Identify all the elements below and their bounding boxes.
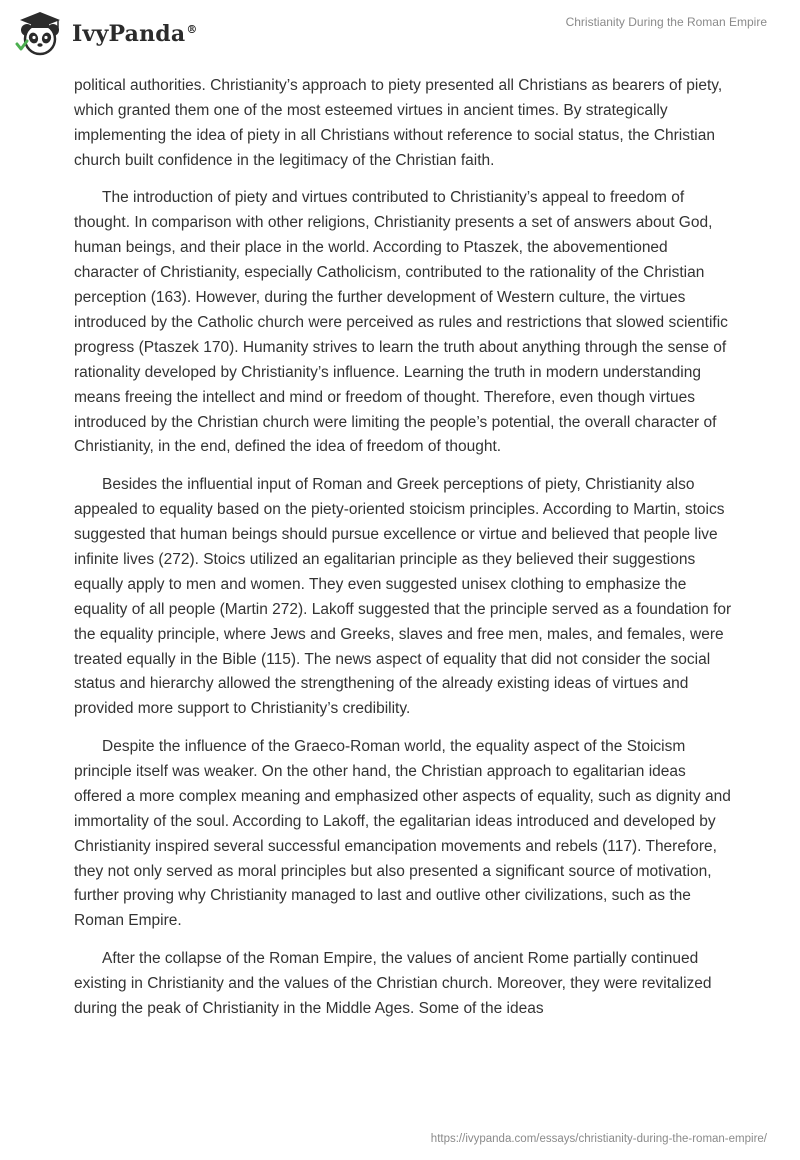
essay-body <box>74 74 734 1035</box>
paragraph-5: After the collapse of the Roman Empire, the values of ancient Rome partially continued existing in Christianity and the values of the Christian church. Moreover, they were revitalized during the peak of Christianity in the Middle Ages. Some of the ideas <box>74 950 712 1017</box>
paragraph-4: Despite the influence of the Graeco-Roman world, the equality aspect of the Stoicism principle itself was weaker. On the other hand, the Christian approach to egalitarian ideas offered a more complex meaning and emphasized other aspects of equality, such as dignity and immortality of the soul. According to Lakoff, the egalitarian ideas introduced and developed by Christianity inspired several successful emancipation movements and rebels (117). Therefore, they not only served as moral principles but also presented a significant source of motivation, further proving why Christianity managed to last and outlive other civilizations, such as the Roman Empire. <box>74 738 731 930</box>
source-url-link[interactable]: https://ivypanda.com/essays/christianity-during-the-roman-empire/ <box>430 1133 767 1145</box>
paragraph-2: The introduction of piety and virtues contributed to Christianity’s appeal to freedom of thought. In comparison with other religions, Christianity presents a set of answers about God, human beings, and their place in the world. According to Ptaszek, the abovementioned character of Christianity, especially Catholicism, contributed to the rationality of the Christian perception (163). However, during the further development of Western culture, the virtues introduced by the Catholic church were perceived as rules and restrictions that slowed scientific progress (Ptaszek 170). Humanity strives to learn the truth about anything through the sense of rationality developed by Christianity’s influence. Learning the truth in modern understanding means freeing the intellect and mind or freedom of thought. Therefore, even though virtues introduced by the Christian church were limiting the people’s potential, the overall character of Christianity, in the end, defined the idea of freedom of thought. <box>74 189 728 456</box>
brand-name: IvyPanda® <box>72 21 198 47</box>
document-title: Christianity During the Roman Empire <box>565 15 767 29</box>
paragraph-1: political authorities. Christianity’s approach to piety presented all Christians as bearers of piety, which granted them one of the most esteemed virtues in ancient times. By strategically implementing the idea of piety in all Christians without reference to social status, the Christian church built confidence in the legitimacy of the Christian faith. <box>74 77 723 169</box>
panda-graduate-icon <box>14 8 66 60</box>
paragraph-3: Besides the influential input of Roman and Greek perceptions of piety, Christianity also appealed to equality based on the piety-oriented stoicism principles. According to Martin, stoics suggested that human beings should pursue excellence or virtue and believed that people live infinite lives (272). Stoics utilized an egalitarian principle as they believed their suggestions equally apply to men and women. They even suggested unisex clothing to emphasize the equality of all people (Martin 272). Lakoff suggested that the principle served as a foundation for the equality principle, where Jews and Greeks, slaves and free men, males, and females, were treated equally in the Bible (115). The news aspect of equality that did not consider the social status and hierarchy allowed the strengthening of the already existing ideas of virtues and provided more support to Christianity’s credibility. <box>74 476 732 718</box>
brand-logo[interactable] <box>14 8 198 60</box>
page-header <box>0 0 800 64</box>
registered-mark: ® <box>186 22 198 36</box>
